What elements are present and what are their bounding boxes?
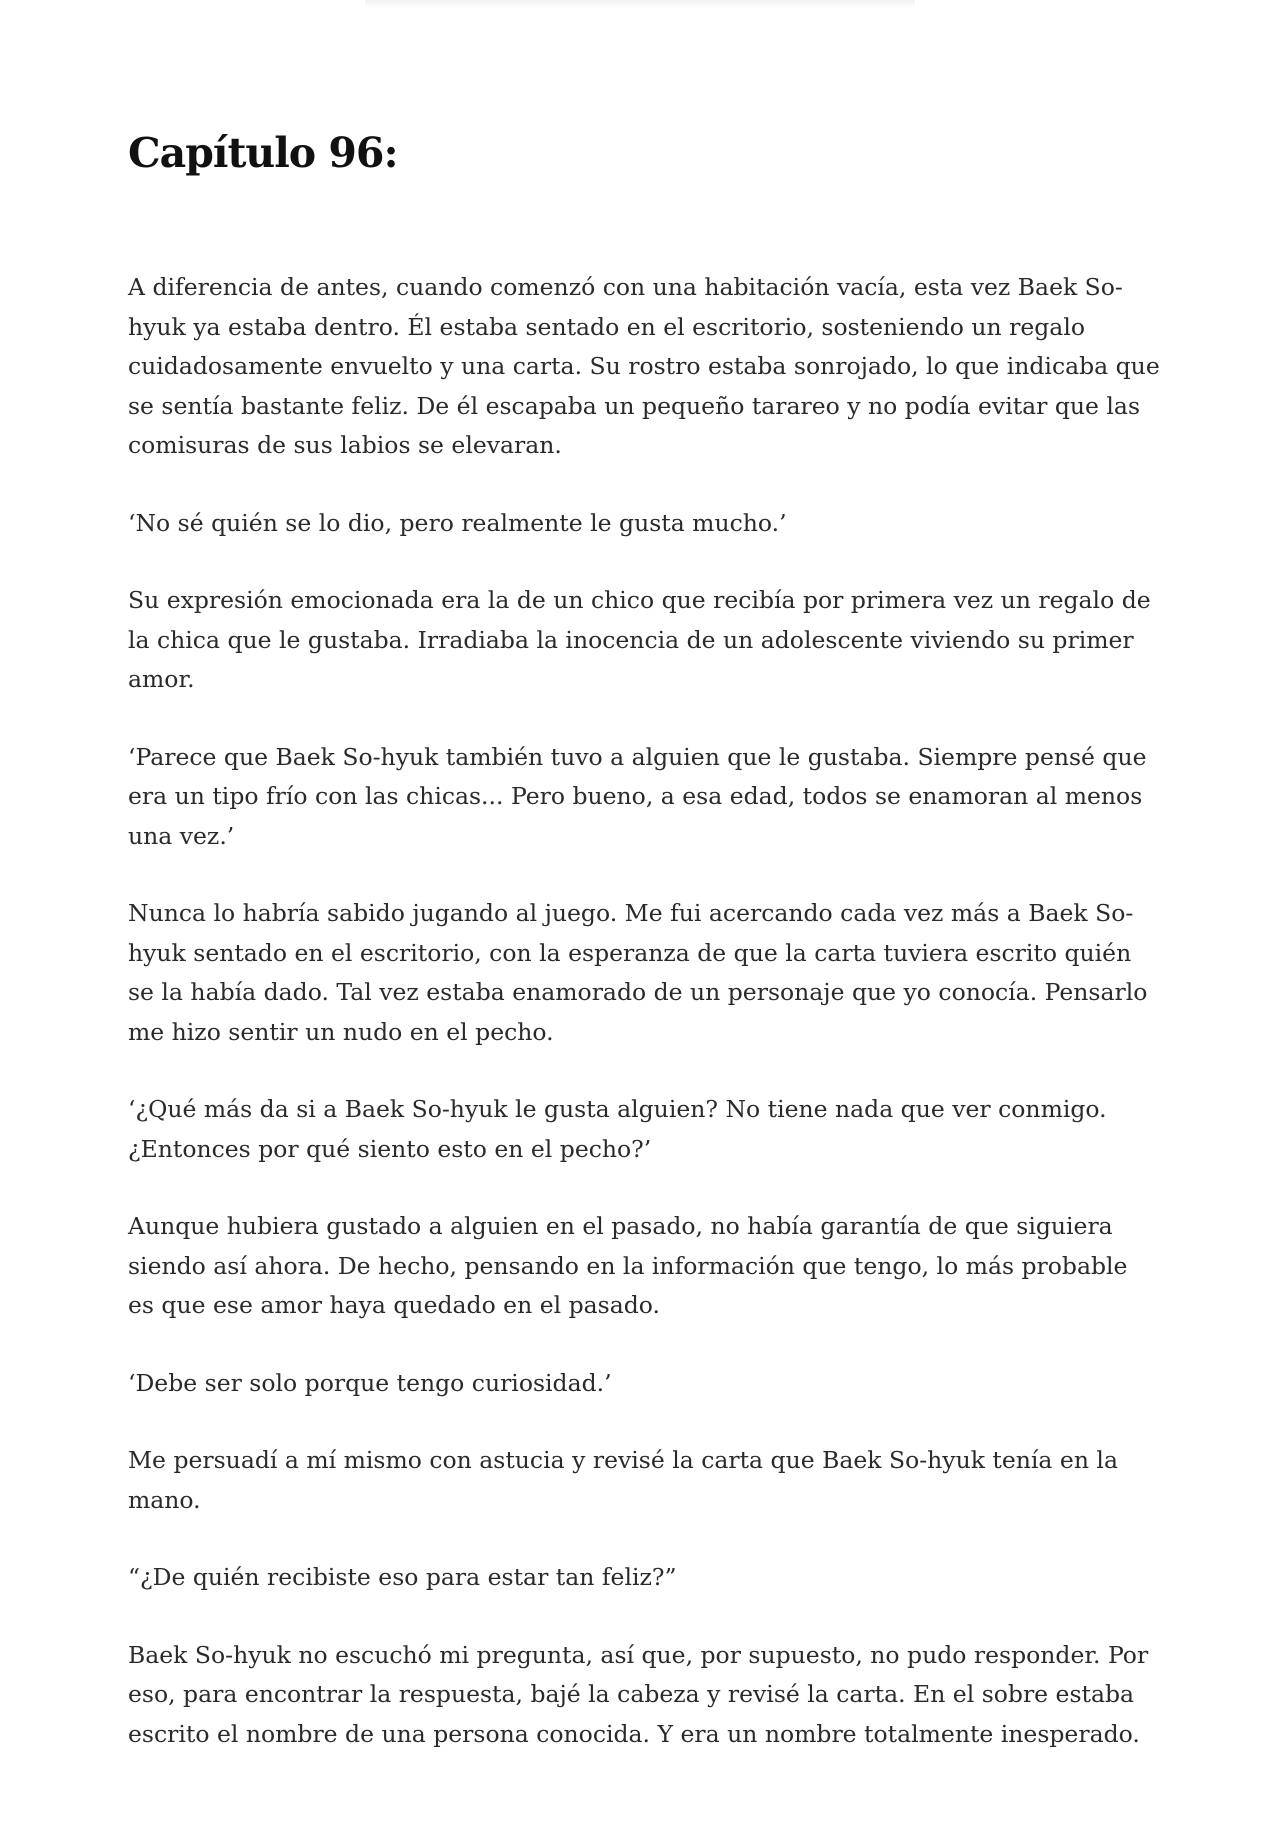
paragraph: Su expresión emocionada era la de un chico que recibía por primera vez un regalo de la chica que le gustaba. Irradiaba la inocencia de un adolescente viviendo su primer amor.: [128, 586, 1151, 693]
paragraph: ‘Debe ser solo porque tengo curiosidad.’: [128, 1368, 612, 1397]
paragraph: Aunque hubiera gustado a alguien en el pasado, no había garantía de que siguiera siendo así ahora. De hecho, pensando en la información que tengo, lo más probable es que ese amor haya quedado en el pasado.: [128, 1212, 1128, 1319]
chapter-body: [128, 268, 1160, 1754]
chapter-title: Capítulo 96:: [128, 129, 398, 177]
chapter-page: [128, 122, 1160, 1792]
paragraph: ‘No sé quién se lo dio, pero realmente le gusta mucho.’: [128, 508, 787, 537]
paragraph: Me persuadí a mí mismo con astucia y revisé la carta que Baek So-hyuk tenía en la mano.: [128, 1446, 1118, 1514]
paragraph: A diferencia de antes, cuando comenzó con una habitación vacía, esta vez Baek So-hyuk ya estaba dentro. Él estaba sentado en el escritorio, sosteniendo un regalo cuidadosamente envuelto y una carta. Su rostro estaba sonrojado, lo que indicaba que se sentía bastante feliz. De él escapaba un pequeño tarareo y no podía evitar que las comisuras de sus labios se elevaran.: [128, 273, 1160, 459]
paragraph: ‘Parece que Baek So-hyuk también tuvo a alguien que le gustaba. Siempre pensé que era un tipo frío con las chicas... Pero bueno, a esa edad, todos se enamoran al menos una vez.’: [128, 742, 1147, 850]
paragraph: ‘¿Qué más da si a Baek So-hyuk le gusta alguien? No tiene nada que ver conmigo. ¿Entonces por qué siento esto en el pecho?’: [128, 1095, 1107, 1163]
paragraph: Baek So-hyuk no escuchó mi pregunta, así que, por supuesto, no pudo responder. Por eso, para encontrar la respuesta, bajé la cabeza y revisé la carta. En el sobre estaba escrito el nombre de una persona conocida. Y era un nombre totalmente inesperado.: [128, 1640, 1149, 1748]
paragraph: “¿De quién recibiste eso para estar tan feliz?”: [128, 1563, 677, 1591]
paragraph: Nunca lo habría sabido jugando al juego. Me fui acercando cada vez más a Baek So-hyuk sentado en el escritorio, con la esperanza de que la carta tuviera escrito quién se la había dado. Tal vez estaba enamorado de un personaje que yo conocía. Pensarlo me hizo sentir un nudo en el pecho.: [128, 899, 1148, 1046]
top-scroll-shadow: [365, 0, 915, 8]
